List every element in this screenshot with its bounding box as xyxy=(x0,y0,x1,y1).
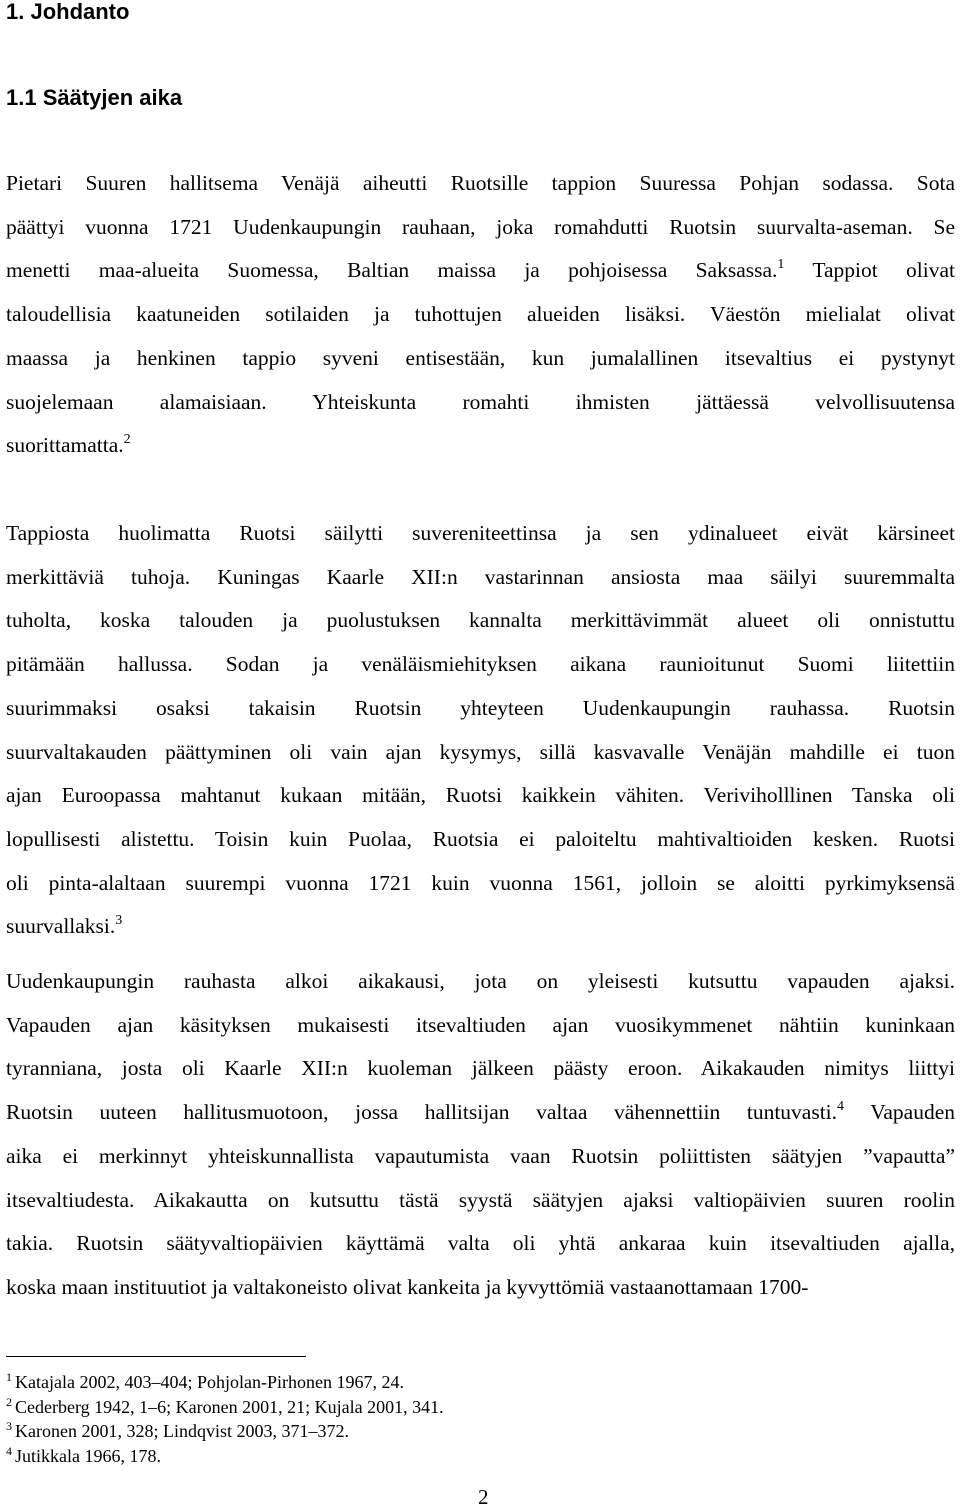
footnote-marker: 2 xyxy=(6,1394,12,1409)
section-heading: 1.1 Säätyjen aika xyxy=(6,85,183,110)
line-text: Tappiosta huolimatta Ruotsi säilytti suvereniteettinsa ja sen ydinalueet eivät kärsineet xyxy=(6,521,955,545)
line-text: maassa ja henkinen tappio syveni entisestään, kun jumalallinen itsevaltius ei pystynyt xyxy=(6,345,955,370)
body-paragraph-3 xyxy=(6,960,955,1310)
text-line xyxy=(6,206,955,250)
text-line xyxy=(6,1004,955,1048)
footnote-marker: 4 xyxy=(6,1443,12,1458)
line-text: suurimmaksi osaksi takaisin Ruotsin yhteyteen Uudenkaupungin rauhassa. Ruotsin xyxy=(6,695,955,720)
footnote-separator xyxy=(6,1356,306,1357)
line-text: koska maan instituutiot ja valtakoneisto olivat kankeita ja kyvyttömiä vastaanottamaan 1700- xyxy=(6,1274,809,1299)
text-line xyxy=(6,599,955,643)
line-text: suurvallaksi. xyxy=(6,914,116,939)
text-line xyxy=(6,731,955,775)
text-line xyxy=(6,1266,955,1310)
text-line xyxy=(6,862,955,906)
line-text: itsevaltiudesta. Aikakautta on kutsuttu tästä syystä säätyjen ajaksi valtiopäivien suuren roolin xyxy=(6,1187,955,1212)
line-text: Pietari Suuren hallitsema Venäjä aiheutti Ruotsille tappion Suuressa Pohjan sodassa. Sota xyxy=(6,171,955,195)
footnote-1 xyxy=(6,1370,444,1395)
footnote-3 xyxy=(6,1419,444,1444)
text-line xyxy=(6,556,955,600)
text-line xyxy=(6,293,955,337)
line-text: suurvaltakauden päättyminen oli vain ajan kysymys, sillä kasvavalle Venäjän mahdille ei tuon xyxy=(6,739,955,764)
line-text: suojelemaan alamaisiaan. Yhteiskunta romahti ihmisten jättäessä velvollisuutensa xyxy=(6,389,955,414)
line-text: aika ei merkinnyt yhteiskunnallista vapautumista vaan Ruotsin poliittisten säätyjen ”vapautta” xyxy=(6,1143,955,1168)
footnote-reference[interactable]: 1 xyxy=(777,257,785,273)
text-line xyxy=(6,687,955,731)
footnote-reference[interactable]: 2 xyxy=(123,432,131,448)
text-line xyxy=(6,1179,955,1223)
line-text: pitämään hallussa. Sodan ja venäläismiehityksen aikana raunioitunut Suomi liitettiin xyxy=(6,652,955,677)
footnote-text: Jutikkala 1966, 178. xyxy=(15,1445,161,1466)
line-text: lopullisesti alistettu. Toisin kuin Puolaa, Ruotsia ei paloiteltu mahtivaltioiden kesken. Ruotsi xyxy=(6,826,955,851)
text-line xyxy=(6,512,955,556)
footnote-marker: 3 xyxy=(6,1419,12,1433)
line-text: Vapauden ajan käsityksen mukaisesti itsevaltiuden ajan vuosikymmenet nähtiin kuninkaan xyxy=(6,1012,955,1037)
line-text: menetti maa-alueita Suomessa, Baltian maissa ja pohjoisessa Saksassa. xyxy=(6,258,778,283)
text-line xyxy=(6,1091,955,1135)
text-line xyxy=(6,1222,955,1266)
footnote-text: Karonen 2001, 328; Lindqvist 2003, 371–372. xyxy=(15,1421,349,1441)
text-line xyxy=(6,162,955,206)
text-line xyxy=(6,905,955,949)
body-paragraph-1 xyxy=(6,162,955,468)
text-line xyxy=(6,337,955,381)
line-text: merkittäviä tuhoja. Kuningas Kaarle XII:n vastarinnan ansiosta maa säilyi suuremmalta xyxy=(6,564,955,589)
body-paragraph-2 xyxy=(6,512,955,949)
footnote-marker: 1 xyxy=(6,1370,12,1384)
chapter-heading: 1. Johdanto xyxy=(6,0,130,24)
page-number: 2 xyxy=(478,1485,489,1509)
text-line xyxy=(6,424,955,468)
line-text: Vapauden xyxy=(844,1100,956,1125)
footnote-text: Cederberg 1942, 1–6; Karonen 2001, 21; Kujala 2001, 341. xyxy=(15,1396,444,1417)
line-text: taloudellisia kaatuneiden sotilaiden ja tuhottujen alueiden lisäksi. Väestön mielialat olivat xyxy=(6,302,955,327)
line-text: suorittamatta. xyxy=(6,433,124,458)
line-text: oli pinta-alaltaan suurempi vuonna 1721 kuin vuonna 1561, jolloin se aloitti pyrkimyksensä xyxy=(6,870,955,895)
line-text: Ruotsin uuteen hallitusmuotoon, jossa hallitsijan valtaa vähennettiin tuntuvasti. xyxy=(6,1100,838,1125)
footnote-reference[interactable]: 4 xyxy=(837,1099,845,1115)
footnote-2 xyxy=(6,1395,444,1420)
text-line xyxy=(6,1047,955,1091)
text-line xyxy=(6,1135,955,1179)
text-line xyxy=(6,818,955,862)
line-text: Uudenkaupungin rauhasta alkoi aikakausi, jota on yleisesti kutsuttu vapauden ajaksi. xyxy=(6,969,955,993)
text-line xyxy=(6,774,955,818)
footnote-list xyxy=(6,1370,444,1468)
line-text: tyranniana, josta oli Kaarle XII:n kuoleman jälkeen päästy eroon. Aikakauden nimitys liittyi xyxy=(6,1056,955,1081)
text-line xyxy=(6,960,955,1004)
line-text: Tappiot olivat xyxy=(784,258,955,283)
line-text: ajan Euroopassa mahtanut kukaan mitään, Ruotsi kaikkein vähiten. Veriviholllinen Tanska oli xyxy=(6,783,955,808)
footnote-4 xyxy=(6,1444,444,1469)
line-text: takia. Ruotsin säätyvaltiopäivien käyttämä valta oli yhtä ankaraa kuin itsevaltiuden ajalla, xyxy=(6,1231,955,1256)
text-line xyxy=(6,381,955,425)
footnote-reference[interactable]: 3 xyxy=(115,913,123,929)
text-line xyxy=(6,643,955,687)
footnote-text: Katajala 2002, 403–404; Pohjolan-Pirhonen 1967, 24. xyxy=(15,1372,404,1392)
line-text: tuholta, koska talouden ja puolustuksen kannalta merkittävimmät alueet oli onnistuttu xyxy=(6,608,955,633)
line-text: päättyi vuonna 1721 Uudenkaupungin rauhaan, joka romahdutti Ruotsin suurvalta-aseman. Se xyxy=(6,214,955,239)
text-line xyxy=(6,249,955,293)
